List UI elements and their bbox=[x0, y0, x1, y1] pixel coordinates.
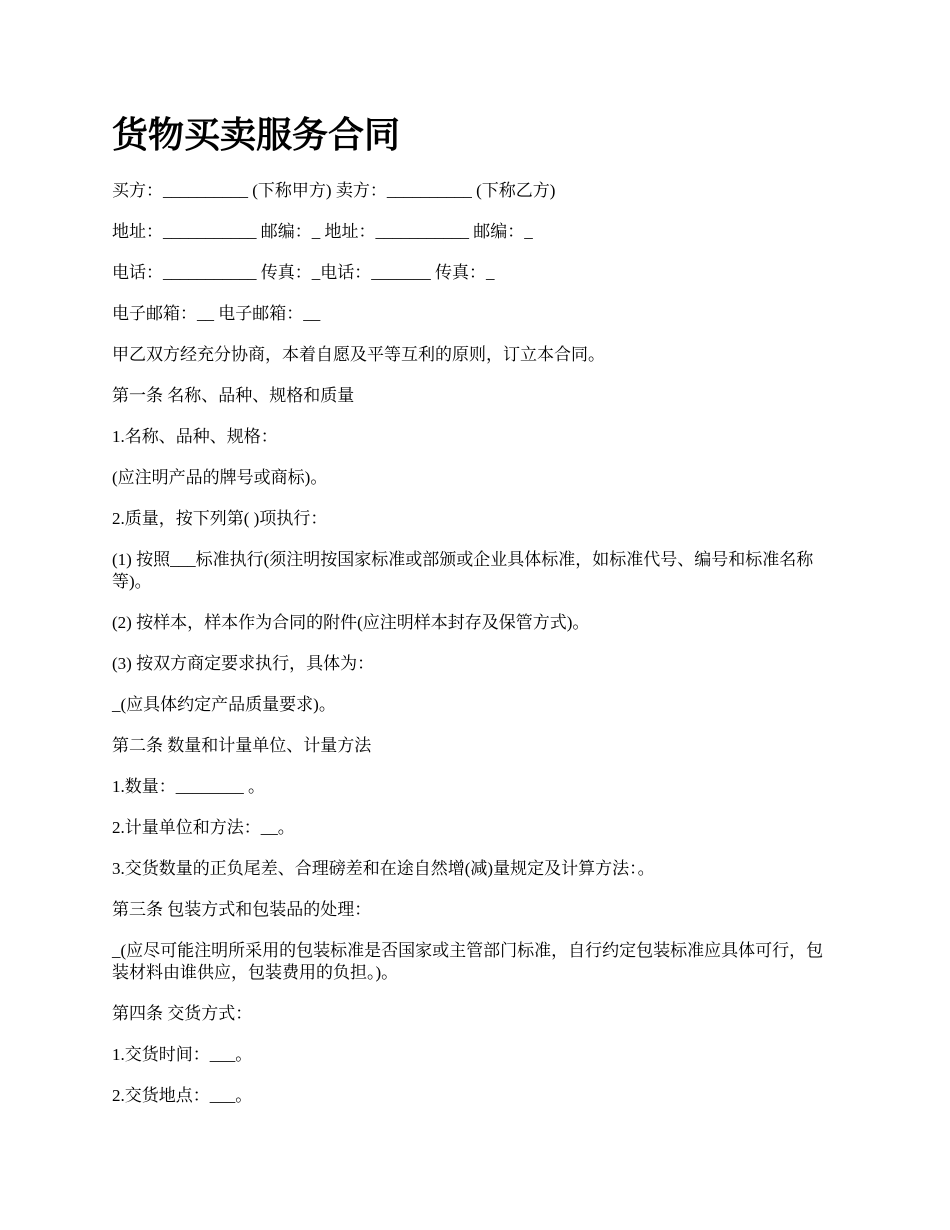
article-2-item-1: 1.数量：________ 。 bbox=[112, 777, 265, 796]
article-1-item-1: 1.名称、品种、规格： bbox=[112, 427, 278, 446]
buyer-seller-line: 买方：__________ (下称甲方) 卖方：__________ (下称乙方) bbox=[112, 181, 556, 200]
quality-option-2: (2) 按样本，样本作为合同的附件(应注明样本封存及保管方式)。 bbox=[112, 613, 590, 632]
article-4-heading: 第四条 交货方式： bbox=[112, 1004, 253, 1023]
article-2-item-3: 3.交货数量的正负尾差、合理磅差和在途自然增(减)量规定及计算方法：。 bbox=[112, 859, 655, 878]
document-body bbox=[112, 180, 830, 1126]
phone-fax-line: 电话：___________ 传真：_电话：_______ 传真：_ bbox=[112, 263, 495, 282]
address-line: 地址：___________ 邮编：_ 地址：___________ 邮编：_ bbox=[112, 222, 533, 241]
quality-option-1: (1) 按照___标准执行(须注明按国家标准或部颁或企业具体标准，如标准代号、编号和标准名称等)。 bbox=[112, 550, 814, 591]
article-1-item-2: 2.质量，按下列第( )项执行： bbox=[112, 509, 328, 528]
article-3-note: _(应尽可能注明所采用的包装标准是否国家或主管部门标准，自行约定包装标准应具体可行，包装材料由谁供应，包装费用的负担。)。 bbox=[112, 941, 824, 982]
article-1-note: (应注明产品的牌号或商标)。 bbox=[112, 468, 328, 487]
article-4-item-2: 2.交货地点：___。 bbox=[112, 1086, 253, 1105]
article-2-heading: 第二条 数量和计量单位、计量方法 bbox=[112, 736, 372, 755]
email-line: 电子邮箱：__ 电子邮箱：__ bbox=[112, 304, 321, 323]
quality-option-3-note: _(应具体约定产品质量要求)。 bbox=[112, 695, 336, 714]
preamble-paragraph: 甲乙双方经充分协商，本着自愿及平等互利的原则，订立本合同。 bbox=[112, 345, 605, 364]
article-4-item-1: 1.交货时间：___。 bbox=[112, 1045, 253, 1064]
document-title: 货物买卖服务合同 bbox=[112, 114, 401, 156]
article-3-heading: 第三条 包装方式和包装品的处理： bbox=[112, 900, 372, 919]
article-2-item-2: 2.计量单位和方法：__。 bbox=[112, 818, 295, 837]
quality-option-3: (3) 按双方商定要求执行，具体为： bbox=[112, 654, 375, 673]
article-1-heading: 第一条 名称、品种、规格和质量 bbox=[112, 386, 355, 405]
